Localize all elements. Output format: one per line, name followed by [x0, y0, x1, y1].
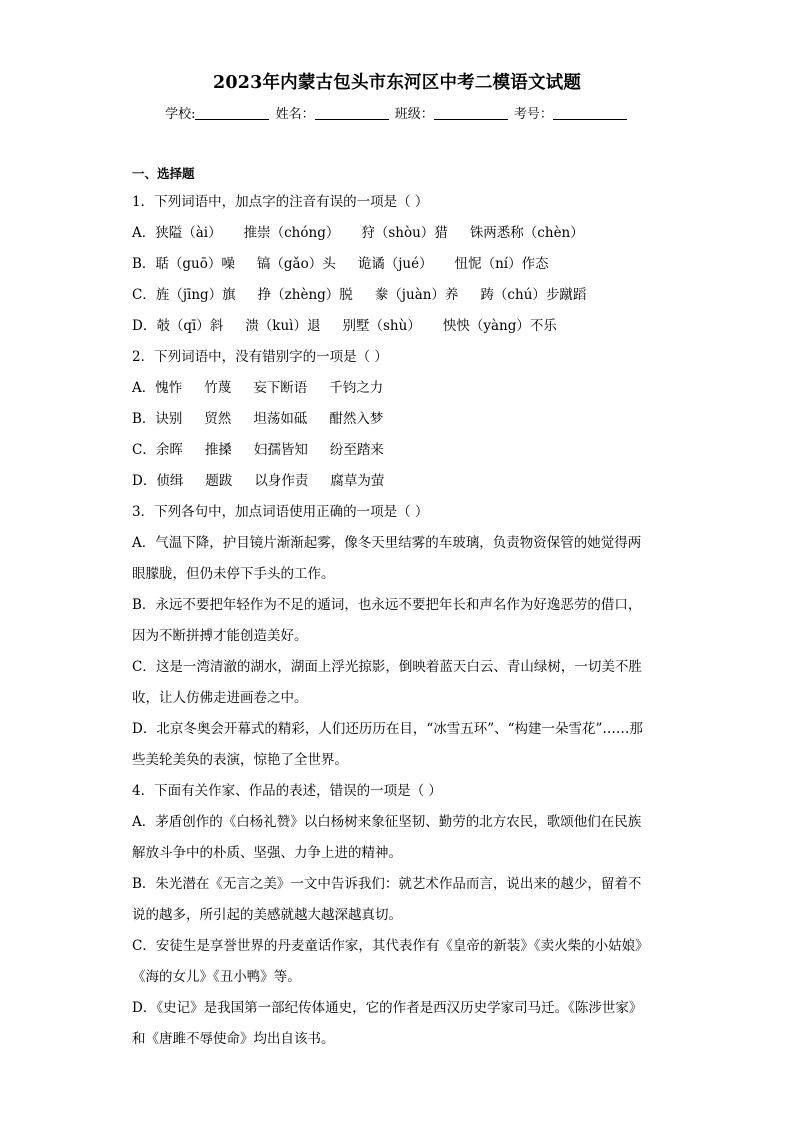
option-word: D．攲（qī）斜 — [132, 318, 224, 334]
option-word: 镐（gǎo）头 — [256, 256, 336, 272]
option-b — [132, 404, 672, 435]
option-c-line-2: 收，让人仿佛走进画卷之中。 — [132, 690, 308, 706]
option-word: 题跋 — [205, 473, 233, 489]
class-blank[interactable] — [434, 106, 508, 120]
option-d-line-1: D．《史记》是我国第一部纪传体通史，它的作者是西汉历史学家司马迁。《陈涉世家》 — [132, 1000, 643, 1016]
option-a-line-1: A．气温下降，护目镜片渐渐起雾，像冬天里结雾的车玻璃，负责物资保管的她觉得两 — [132, 535, 642, 551]
option-word: 酣然入梦 — [329, 411, 384, 427]
question-2 — [132, 342, 672, 497]
option-word: C．余晖 — [132, 442, 183, 458]
question-stem: 3．下列各句中，加点词语使用正确的一项是（ ） — [132, 504, 429, 520]
option-a — [132, 373, 672, 404]
option-word: 贸然 — [204, 411, 232, 427]
option-word: 狩（shòu）猎 — [361, 225, 448, 241]
option-word: 竹蔑 — [204, 380, 232, 396]
option-d-line-2: 和《唐雎不辱使命》均出自该书。 — [132, 1031, 335, 1047]
option-word: 铢两悉称（chèn） — [469, 225, 584, 241]
option-word: 挣（zhèng）脱 — [257, 287, 353, 303]
option-word: B．聒（guō）噪 — [132, 256, 235, 272]
option-b — [132, 249, 672, 280]
option-a-line-2: 解放斗争中的朴质、坚强、力争上进的精神。 — [132, 845, 402, 861]
option-b-line-2: 因为不断拼搏才能创造美好。 — [132, 628, 308, 644]
option-c-line-1: C．这是一湾清澈的湖水，湖面上浮光掠影，倒映着蓝天白云、青山绿树，一切美不胜 — [132, 659, 642, 675]
option-d — [132, 311, 672, 342]
option-word: 纷至踏来 — [329, 442, 384, 458]
option-a — [132, 218, 672, 249]
exam-title: 2023年内蒙古包头市东河区中考二模语文试题 — [212, 73, 582, 93]
exam-no-label: 考号： — [513, 107, 553, 122]
school-blank[interactable] — [195, 106, 269, 120]
question-stem: 1．下列词语中，加点字的注音有误的一项是（ ） — [132, 194, 429, 210]
name-label: 姓名： — [275, 107, 315, 122]
option-a-line-1: A．茅盾创作的《白杨礼赞》以白杨树来象征坚韧、勤劳的北方农民，歌颂他们在民族 — [132, 814, 642, 830]
section-heading: 一、选择题 — [132, 166, 195, 181]
option-word: A．愧怍 — [132, 380, 183, 396]
option-word: 别墅（shù） — [342, 318, 421, 334]
option-word: A．狭隘（ài） — [132, 225, 222, 241]
class-label: 班级： — [394, 107, 434, 122]
option-word: 怏怏（yàng）不乐 — [442, 318, 557, 334]
option-c — [132, 435, 672, 466]
option-word: 踌（chú）步蹴蹈 — [480, 287, 587, 303]
option-b-line-1: B．永远不要把年轻作为不足的遁词，也永远不要把年长和声名作为好逸恶劳的借口， — [132, 597, 642, 613]
exam-no-blank[interactable] — [553, 106, 627, 120]
option-word: 以身作责 — [254, 473, 309, 489]
option-d-line-2: 些美轮美奂的表演，惊艳了全世界。 — [132, 752, 348, 768]
option-c — [132, 280, 672, 311]
option-a-line-2: 眼朦胧，但仍未停下手头的工作。 — [132, 566, 335, 582]
option-b-line-1: B．朱光潜在《无言之美》一文中告诉我们：就艺术作品而言，说出来的越少，留着不 — [132, 876, 642, 892]
option-word: C．旌（jīng）旗 — [132, 287, 236, 303]
option-word: 豢（juàn）养 — [374, 287, 459, 303]
option-b-line-2: 说的越多，所引起的美感就越大越深越真切。 — [132, 907, 402, 923]
option-word: 坦荡如砥 — [253, 411, 308, 427]
option-c-line-1: C．安徒生是享誉世界的丹麦童话作家，其代表作有《皇帝的新装》《卖火柴的小姑娘》 — [132, 938, 649, 954]
name-blank[interactable] — [315, 106, 389, 120]
option-c-line-2: 《海的女儿》《丑小鸭》等。 — [132, 969, 301, 985]
option-d — [132, 466, 672, 497]
student-info-line — [0, 103, 794, 122]
question-3 — [132, 497, 672, 776]
option-word: 千钧之力 — [329, 380, 384, 396]
question-1 — [132, 187, 672, 342]
school-label: 学校: — [165, 107, 196, 122]
exam-content — [132, 163, 672, 1055]
question-stem: 2．下列词语中，没有错别字的一项是（ ） — [132, 349, 388, 365]
option-word: 妄下断语 — [253, 380, 308, 396]
option-word: 腐草为萤 — [330, 473, 385, 489]
option-d-line-1: D．北京冬奥会开幕式的精彩，人们还历历在目，“冰雪五环”、“构建一朵雪花”……那 — [132, 721, 643, 737]
option-word: 溃（kuì）退 — [245, 318, 321, 334]
question-stem: 4．下面有关作家、作品的表述，错误的一项是（ ） — [132, 783, 442, 799]
question-4 — [132, 776, 672, 1055]
option-word: 诡谲（jué） — [357, 256, 433, 272]
option-word: B．诀别 — [132, 411, 183, 427]
option-word: 妇孺皆知 — [253, 442, 308, 458]
option-word: 忸怩（ní）作态 — [454, 256, 549, 272]
option-word: 推搡 — [204, 442, 232, 458]
option-word: 推崇（chóng） — [243, 225, 340, 241]
option-word: D．侦缉 — [132, 473, 184, 489]
